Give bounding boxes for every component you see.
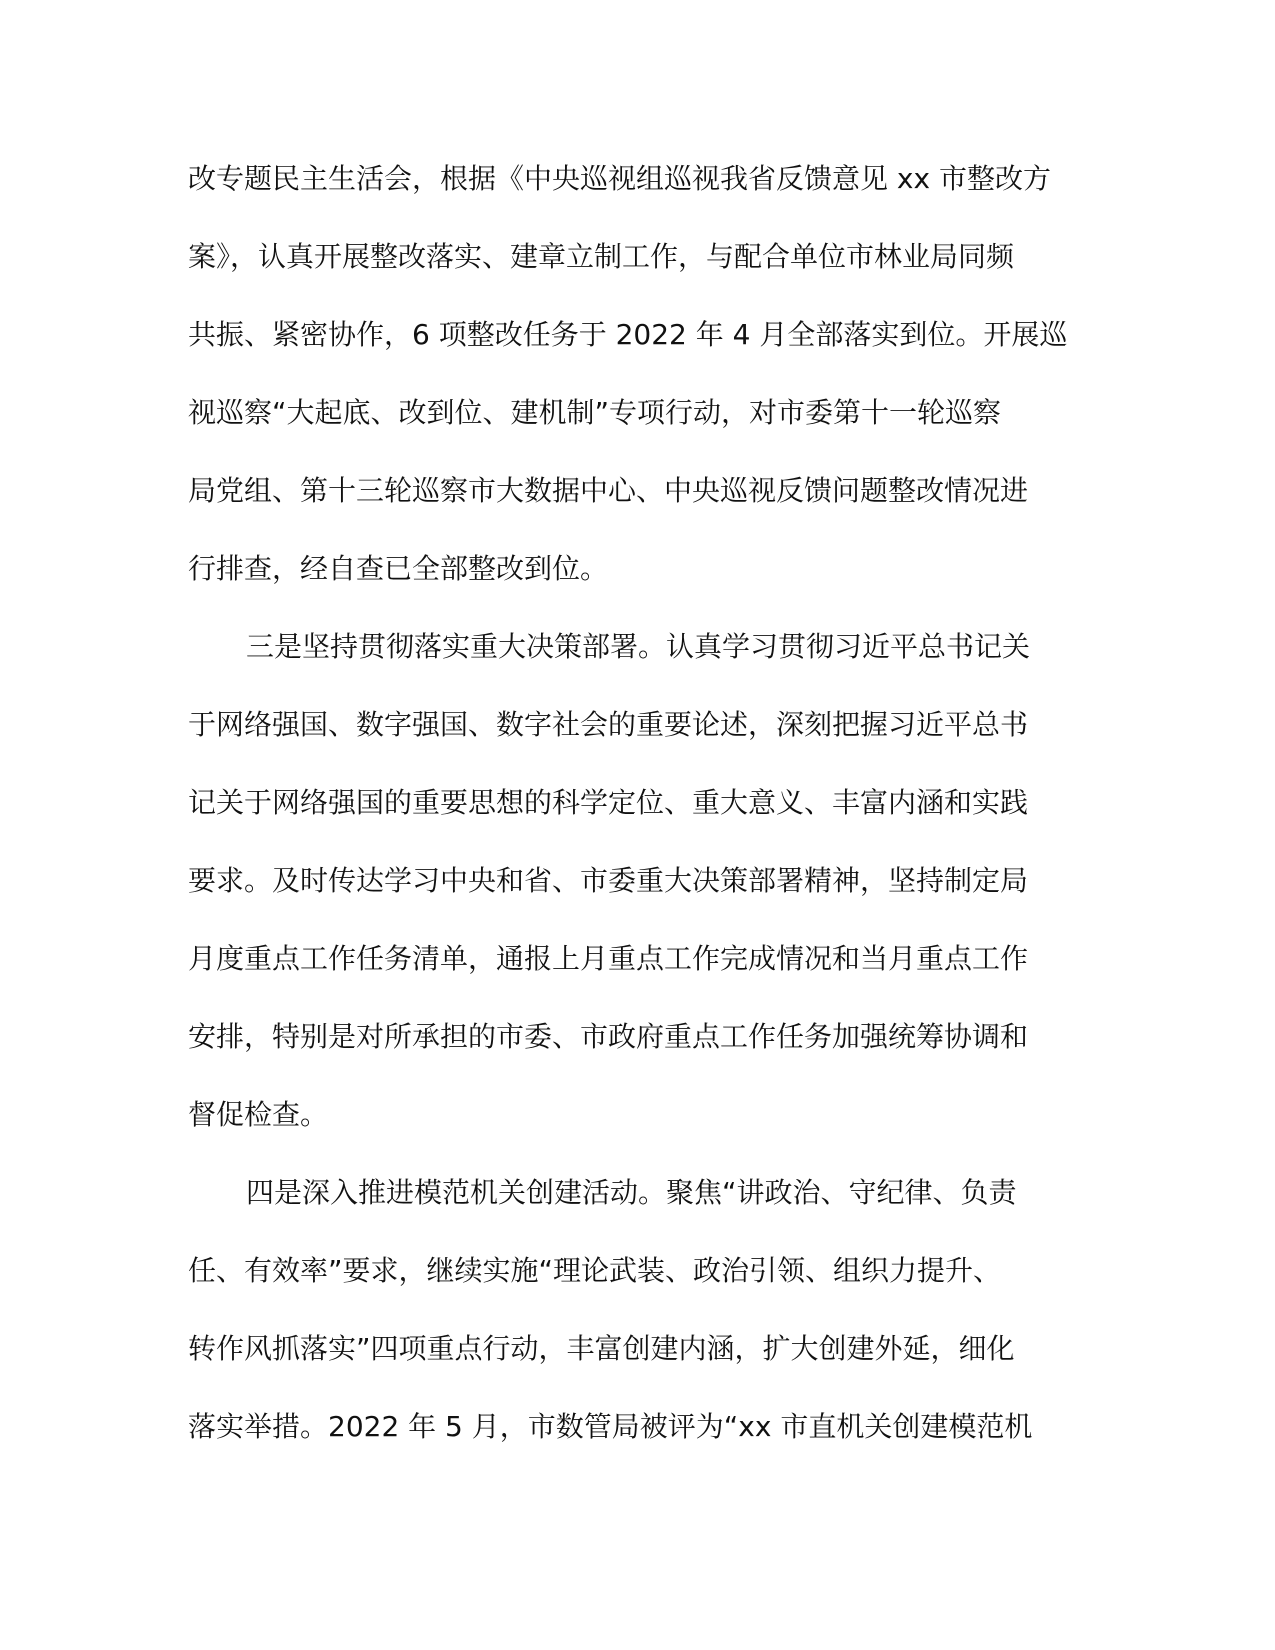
body-text bbox=[188, 140, 1088, 1466]
text-line: 行排查，经自查已全部整改到位。 bbox=[188, 552, 609, 585]
text-line: 案》，认真开展整改落实、建章立制工作，与配合单位市林业局同频 bbox=[188, 240, 1015, 273]
text-line: 任、有效率”要求，继续实施“理论武装、政治引领、组织力提升、 bbox=[188, 1254, 1002, 1287]
text-line: 局党组、第十三轮巡察市大数据中心、中央巡视反馈问题整改情况进 bbox=[188, 474, 1029, 507]
text-line: 共振、紧密协作，6 项整改任务于 2022 年 4 月全部落实到位。开展巡 bbox=[188, 318, 1068, 351]
text-line: 记关于网络强国的重要思想的科学定位、重大意义、丰富内涵和实践 bbox=[188, 786, 1029, 819]
text-line: 督促检查。 bbox=[188, 1098, 329, 1131]
paragraph-start-line: 三是坚持贯彻落实重大决策部署。认真学习贯彻习近平总书记关 bbox=[246, 630, 1031, 663]
text-line: 改专题民主生活会，根据《中央巡视组巡视我省反馈意见 xx 市整改方 bbox=[188, 162, 1051, 195]
text-line: 落实举措。2022 年 5 月，市数管局被评为“xx 市直机关创建模范机 bbox=[188, 1410, 1033, 1443]
text-line: 视巡察“大起底、改到位、建机制”专项行动，对市委第十一轮巡察 bbox=[188, 396, 1002, 429]
text-line: 于网络强国、数字强国、数字社会的重要论述，深刻把握习近平总书 bbox=[188, 708, 1029, 741]
text-line: 月度重点工作任务清单，通报上月重点工作完成情况和当月重点工作 bbox=[188, 942, 1029, 975]
text-line: 要求。及时传达学习中央和省、市委重大决策部署精神，坚持制定局 bbox=[188, 864, 1029, 897]
text-line: 转作风抓落实”四项重点行动，丰富创建内涵，扩大创建外延，细化 bbox=[188, 1332, 1015, 1365]
paragraph-start-line: 四是深入推进模范机关创建活动。聚焦“讲政治、守纪律、负责 bbox=[246, 1176, 1017, 1209]
text-line: 安排，特别是对所承担的市委、市政府重点工作任务加强统筹协调和 bbox=[188, 1020, 1029, 1053]
